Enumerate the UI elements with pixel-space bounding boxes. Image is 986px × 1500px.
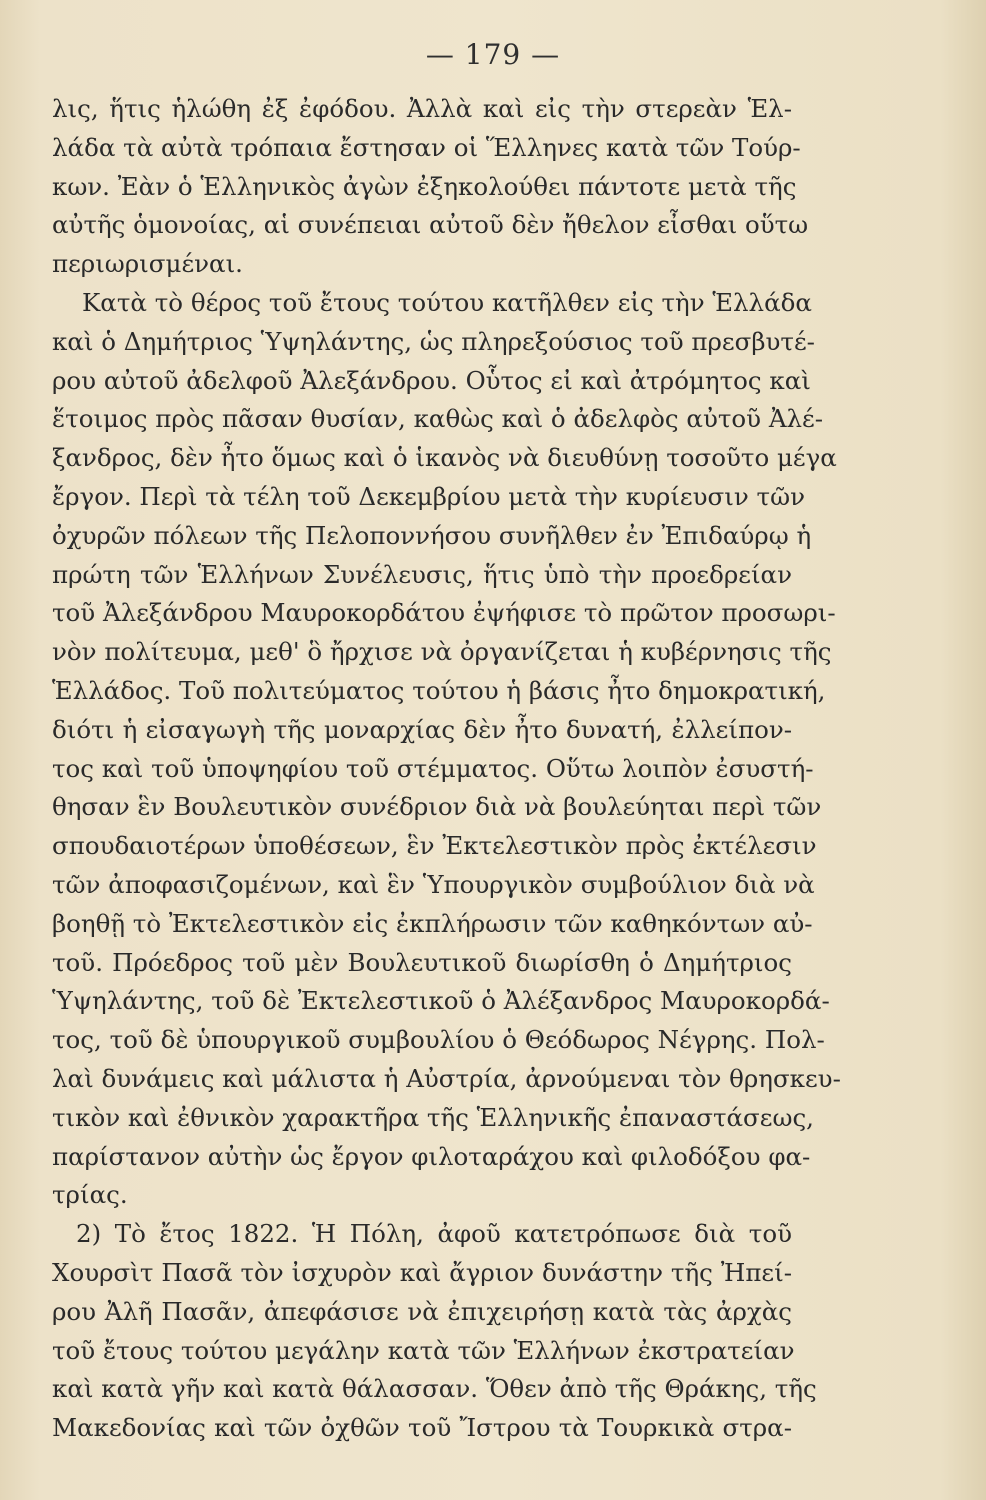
text-line: σπουδαιοτέρων ὑποθέσεων, ἓν Ἐκτελεστικὸν πρὸς ἐκτέλεσιν [52, 831, 817, 861]
text-line: ὀχυρῶν πόλεων τῆς Πελοποννήσου συνῆλθεν ἐν Ἐπιδαύρῳ ἡ [52, 520, 812, 550]
text-line: λαὶ δυνάμεις καὶ μάλιστα ἡ Αὐστρία, ἀρνούμεναι τὸν θρησκευ- [52, 1063, 841, 1093]
text-line: αὐτῆς ὁμονοίας, αἱ συνέπειαι αὐτοῦ δὲν ἤθελον εἶσθαι οὕτω [52, 210, 809, 240]
text-line: τοῦ. Πρόεδρος τοῦ μὲν Βουλευτικοῦ διωρίσθη ὁ Δημήτριος [52, 947, 792, 977]
text-line: τοῦ Ἀλεξάνδρου Μαυροκορδάτου ἐψήφισε τὸ πρῶτον προσωρι- [52, 598, 836, 628]
text-line: ρου Ἀλῆ Πασᾶν, ἀπεφάσισε νὰ ἐπιχειρήσῃ κατὰ τὰς ἀρχὰς [52, 1296, 792, 1326]
text-line: τρίας. [52, 1180, 128, 1210]
text-line: διότι ἡ εἰσαγωγὴ τῆς μοναρχίας δὲν ἦτο δυνατή, ἐλλείπον- [52, 714, 792, 744]
text-line: περιωρισμέναι. [52, 249, 243, 279]
text-line: Ἑλλάδος. Τοῦ πολιτεύματος τούτου ἡ βάσις ἦτο δημοκρατική, [52, 675, 826, 705]
text-line: κων. Ἐὰν ὁ Ἑλληνικὸς ἀγὼν ἐξηκολούθει πάντοτε μετὰ τῆς [52, 171, 797, 201]
page-number: — 179 — [425, 38, 561, 71]
text-line: ἕτοιμος πρὸς πᾶσαν θυσίαν, καθὼς καὶ ὁ ἀδελφὸς αὐτοῦ Ἀλέ- [52, 404, 824, 434]
text-line: τος καὶ τοῦ ὑποψηφίου τοῦ στέμματος. Οὕτω λοιπὸν ἐσυστή- [52, 753, 814, 783]
text-line: Χουρσὶτ Πασᾶ τὸν ἰσχυρὸν καὶ ἄγριον δυνάστην τῆς Ἠπεί- [52, 1257, 792, 1287]
text-line: λάδα τὰ αὐτὰ τρόπαια ἔστησαν οἱ Ἕλληνες κατὰ τῶν Τούρ- [52, 132, 801, 162]
text-line: Ὑψηλάντης, τοῦ δὲ Ἐκτελεστικοῦ ὁ Ἀλέξανδρος Μαυροκορδά- [52, 986, 830, 1016]
text-line: τῶν ἀποφασιζομένων, καὶ ἓν Ὑπουργικὸν συμβούλιον διὰ νὰ [52, 869, 815, 899]
page-body-text [52, 90, 841, 1448]
text-line: λις, ἥτις ἡλώθη ἐξ ἐφόδου. Ἀλλὰ καὶ εἰς τὴν στερεὰν Ἑλ- [52, 94, 792, 123]
text-line: καὶ ὁ Δημήτριος Ὑψηλάντης, ὡς πληρεξούσιος τοῦ πρεσβυτέ- [52, 326, 815, 356]
text-line: τος, τοῦ δὲ ὑπουργικοῦ συμβουλίου ὁ Θεόδωρος Νέγρης. Πολ- [52, 1025, 825, 1055]
text-line: πρώτη τῶν Ἑλλήνων Συνέλευσις, ἥτις ὑπὸ τὴν προεδρείαν [52, 559, 792, 589]
text-line: παρίστανον αὐτὴν ὡς ἔργον φιλοταράχου καὶ φιλοδόξου φα- [52, 1141, 811, 1171]
text-line: τοῦ ἔτους τούτου μεγάλην κατὰ τῶν Ἑλλήνων ἐκστρατείαν [52, 1335, 795, 1365]
text-line: Μακεδονίας καὶ τῶν ὀχθῶν τοῦ Ἴστρου τὰ Τουρκικὰ στρα- [52, 1413, 792, 1443]
text-line: θησαν ἓν Βουλευτικὸν συνέδριον διὰ νὰ βουλεύηται περὶ τῶν [52, 792, 822, 822]
text-line: βοηθῇ τὸ Ἐκτελεστικὸν εἰς ἐκπλήρωσιν τῶν καθηκόντων αὐ- [52, 908, 813, 938]
text-line: ρου αὐτοῦ ἀδελφοῦ Ἀλεξάνδρου. Οὗτος εἰ καὶ ἀτρόμητος καὶ [52, 365, 811, 395]
text-line: ἔργον. Περὶ τὰ τέλη τοῦ Δεκεμβρίου μετὰ τὴν κυρίευσιν τῶν [52, 481, 805, 511]
text-line: νὸν πολίτευμα, μεθ' ὃ ἤρχισε νὰ ὀργανίζεται ἡ κυβέρνησις τῆς [52, 637, 832, 667]
text-line: Κατὰ τὸ θέρος τοῦ ἔτους τούτου κατῆλθεν εἰς τὴν Ἑλλάδα [82, 287, 812, 317]
text-line: καὶ κατὰ γῆν καὶ κατὰ θάλασσαν. Ὅθεν ἀπὸ τῆς Θράκης, τῆς [52, 1374, 817, 1404]
text-line: τικὸν καὶ ἐθνικὸν χαρακτῆρα τῆς Ἑλληνικῆς ἐπαναστάσεως, [52, 1102, 814, 1132]
text-line: 2) Τὸ ἔτος 1822. Ἡ Πόλη, ἀφοῦ κατετρόπωσε διὰ τοῦ [76, 1219, 792, 1249]
text-line: ξανδρος, δὲν ἦτο ὅμως καὶ ὁ ἱκανὸς νὰ διευθύνῃ τοσοῦτο μέγα [52, 443, 837, 473]
